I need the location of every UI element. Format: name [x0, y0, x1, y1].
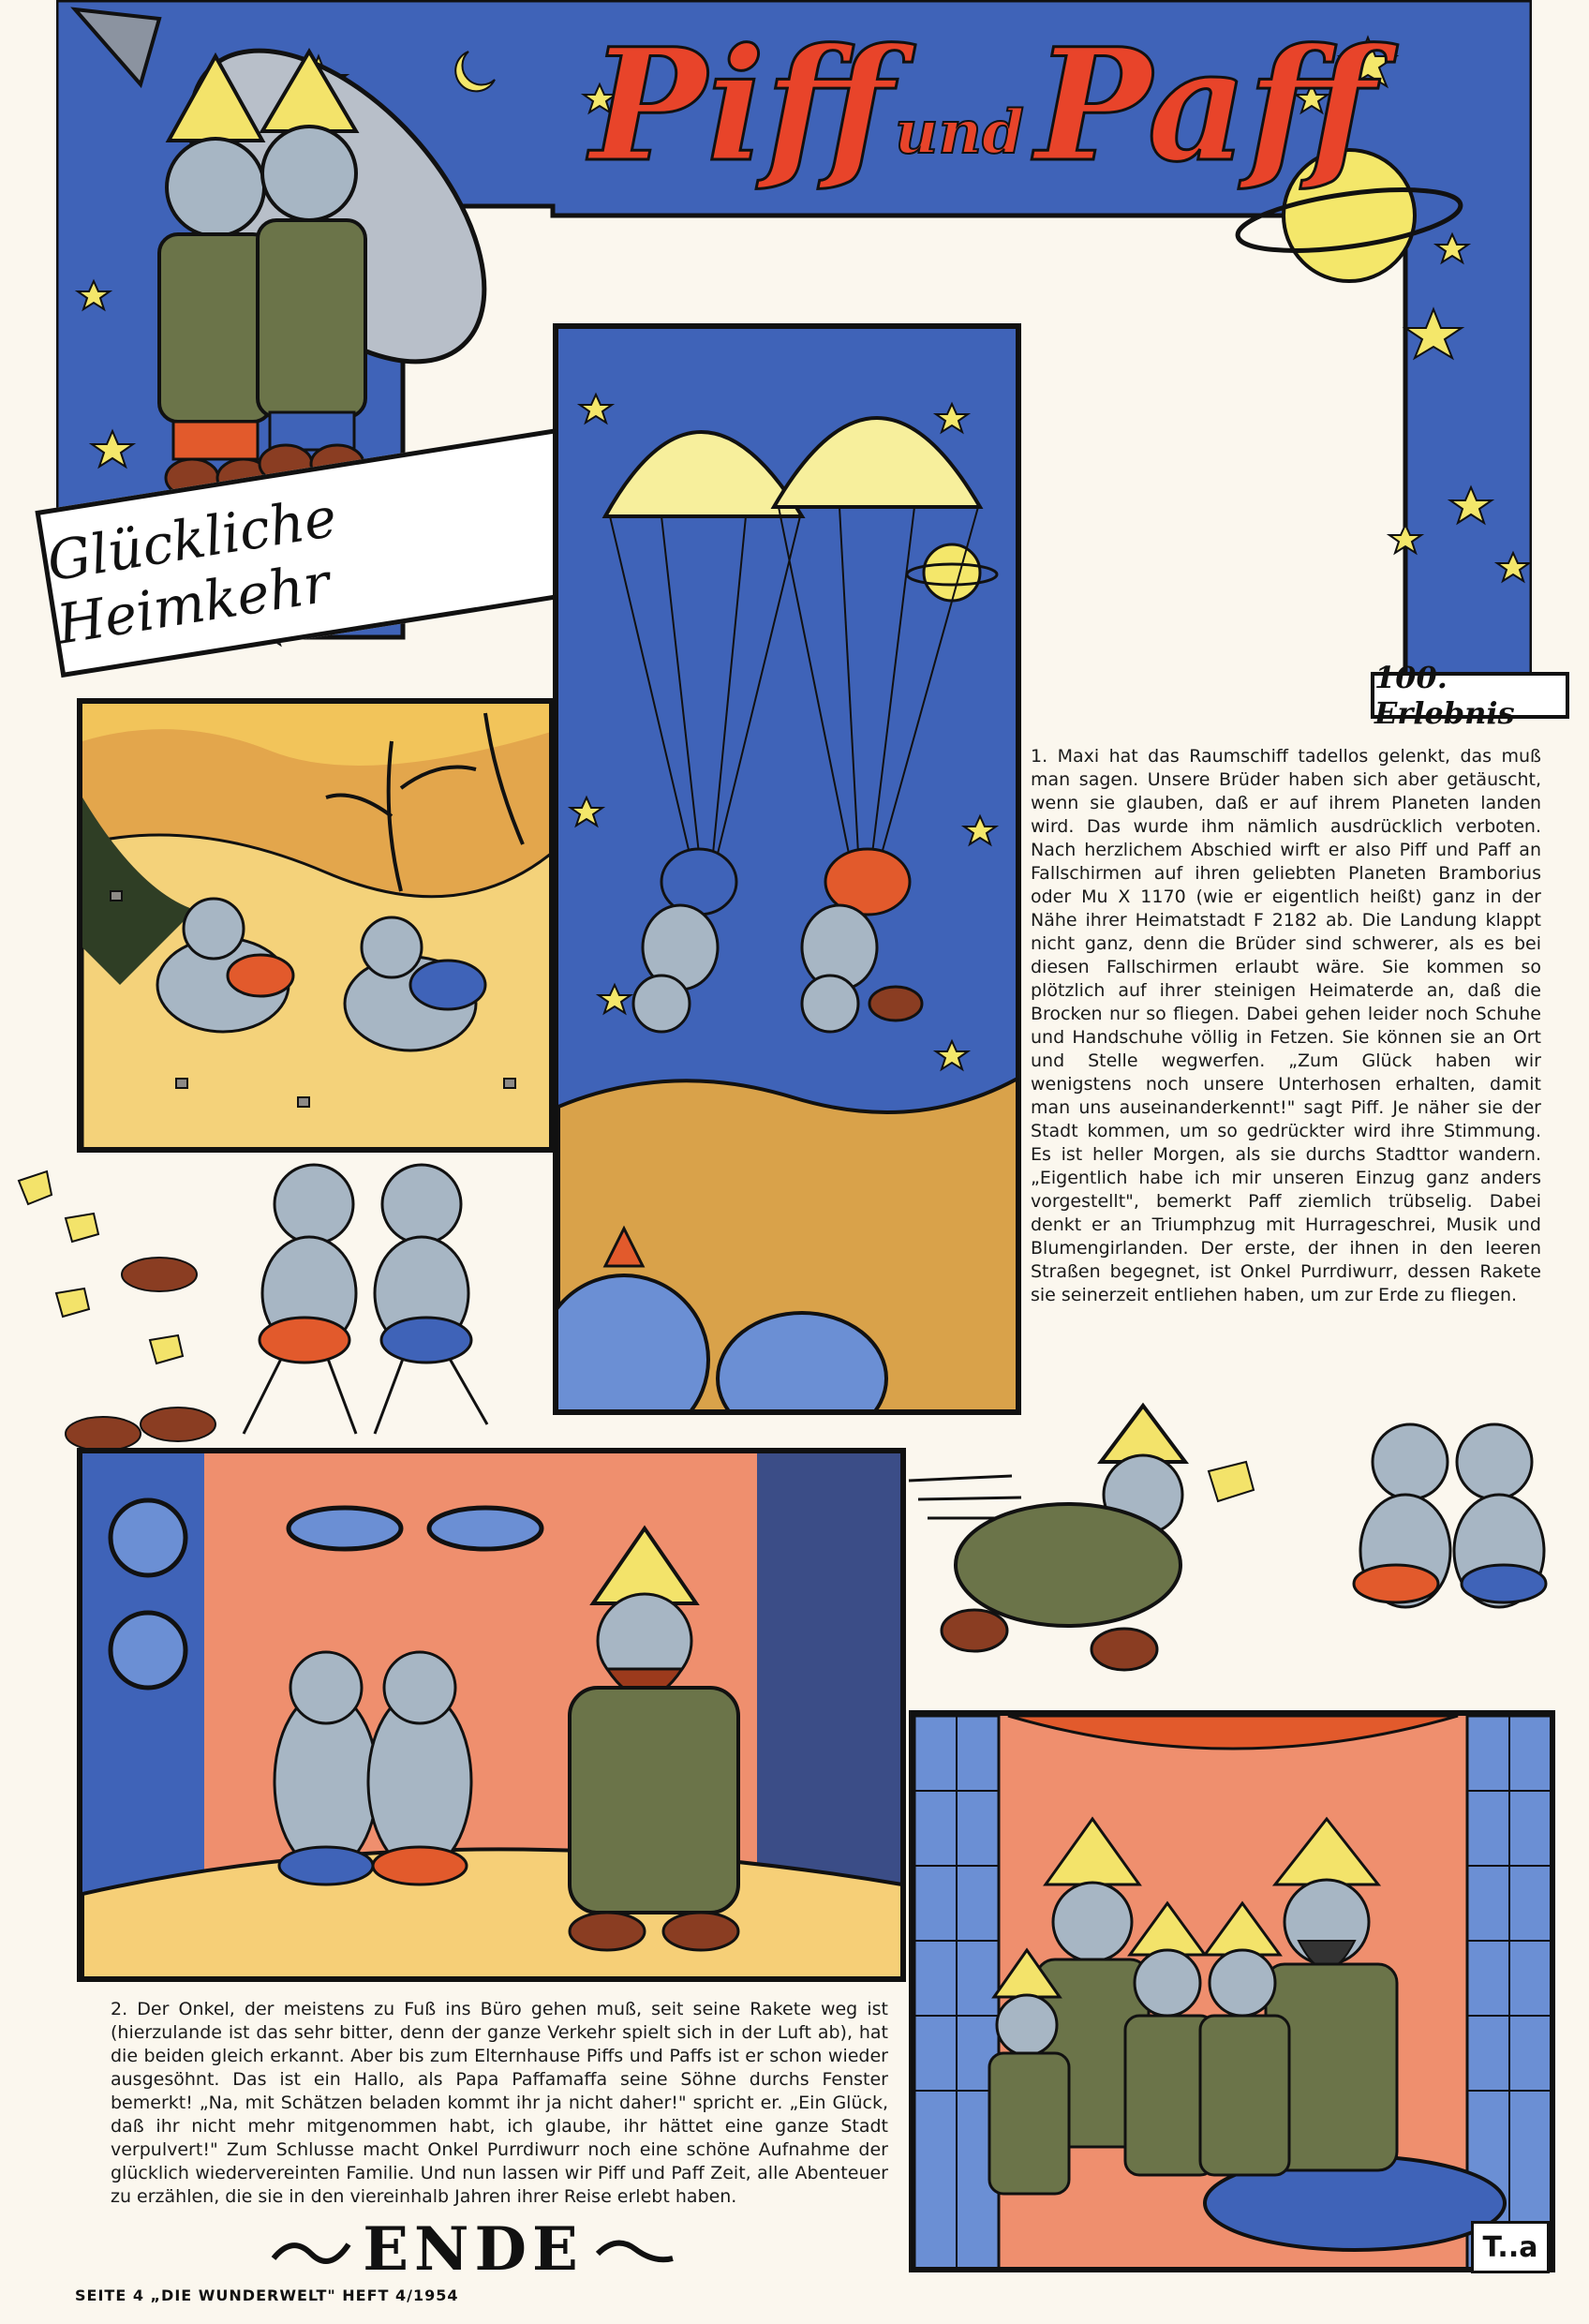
- title-paff: Paff: [1035, 14, 1376, 196]
- panel-uncle-at-door: [77, 1448, 906, 1982]
- panel-family-photo: [909, 1710, 1555, 2272]
- paragraph-1-text: Maxi hat das Raumschiff tadellos gelenkt, das muß man sagen. Unsere Brüder haben sich aber getäuscht, wenn sie glauben, daß er auf ihrem Planeten landen wird. Das wurde ihm nämlich ausdrücklich verboten. Nach herzlichem Abschied wirft er also Piff und Paff an Fallschirmen auf ihren geliebten Planeten Bramborius oder Mu X 1170 (wie er eigentlich heißt) ganz in der Nähe ihrer Heimatstadt F 2182 ab. Die Landung klappt nicht ganz, denn die Brüder sind schwerer, als es bei diesen Fallschirmen erlaubt wäre. Sie kommen so plötzlich auf ihrer steinigen Heimaterde an, daß die Brocken nur so fliegen. Dabei gehen leider noch Schuhe und Handschuhe völlig in Fetzen. Sie können sie an Ort und Stelle wegwerfen. „Zum Glück haben wir wenigstens noch unsere Unterhosen erhalten, damit man uns auseinanderkennt!" sagt Piff. Je näher sie der Stadt kommen, um so gedrückter wird ihre Stimmung. Es ist heller Morgen, als sie durchs Stadttor wandern. „Eigentlich habe ich mir unseren Einzug ganz anders vorgestellt", bemerkt Paff ziemlich trübselig. Dabei denkt er an Triumphzug mit Hurrageschrei, Musik und Blumengirlanden. Der erste, der ihnen in den leeren Straßen begegnet, ist Onkel Purrdiwurr, dessen Rakete sie seinerzeit entliehen haben, um zur Erde zu fliegen.: [1031, 746, 1542, 1305]
- story-paragraph-2: [111, 1998, 888, 2209]
- panel-landing: [77, 698, 555, 1153]
- parachute-scene: [558, 329, 1017, 1411]
- title-connector: und: [895, 97, 1024, 168]
- end-text: ENDE: [363, 2213, 584, 2285]
- paragraph-2-text: Der Onkel, der meistens zu Fuß ins Büro gehen muß, seit seine Rakete weg ist (hierzulande ist das sehr bitter, denn der ganze Verkehr spielt sich in der Luft ab), hat die beiden gleich erkannt. Aber bis zum Elternhause Piffs und Paffs ist er schon wieder ausgesöhnt. Das ist ein Hallo, als Papa Paffamaffa seine Söhne durchs Fenster bemerkt! „Na, mit Schätzen beladen kommt ihr ja nicht daher!" spricht er. „Ein Glück, daß ihr nicht mehr mitgenommen habt, ich glaube, ihr hättet eine ganze Stadt verpulvert!" Zum Schlusse macht Onkel Purrdiwurr noch eine schöne Aufnahme der glücklich wiedervereinten Familie. Und nun lassen wir Piff und Paff Zeit, alle Abenteuer zu erzählen, die sie in den viereinhalb Jahren ihrer Reise erlebt haben.: [111, 1999, 888, 2207]
- title-piff: Piff: [590, 14, 894, 196]
- end-label: [230, 2213, 717, 2285]
- paragraph-2-number: 2.: [111, 1999, 128, 2019]
- left-flourish-icon: [269, 2230, 353, 2268]
- artist-signature: T..a: [1471, 2221, 1550, 2273]
- landing-scene: [82, 704, 551, 1149]
- family-photo-scene: [914, 1716, 1552, 2269]
- uncle-door-scene: [82, 1453, 902, 1978]
- subtitle-text: Glückliche Heimkehr: [42, 484, 341, 657]
- episode-badge: 100. Erlebnis: [1371, 672, 1569, 719]
- paragraph-1-number: 1.: [1031, 746, 1048, 767]
- panel-parachutes: [553, 323, 1021, 1415]
- right-flourish-icon: [593, 2230, 677, 2268]
- walking-brothers-illustration: [0, 1153, 562, 1462]
- page-footer: SEITE 4 „DIE WUNDERWELT" HEFT 4/1954: [75, 2287, 459, 2304]
- running-uncle-illustration: [899, 1387, 1574, 1677]
- story-paragraph-1: [1031, 745, 1541, 1307]
